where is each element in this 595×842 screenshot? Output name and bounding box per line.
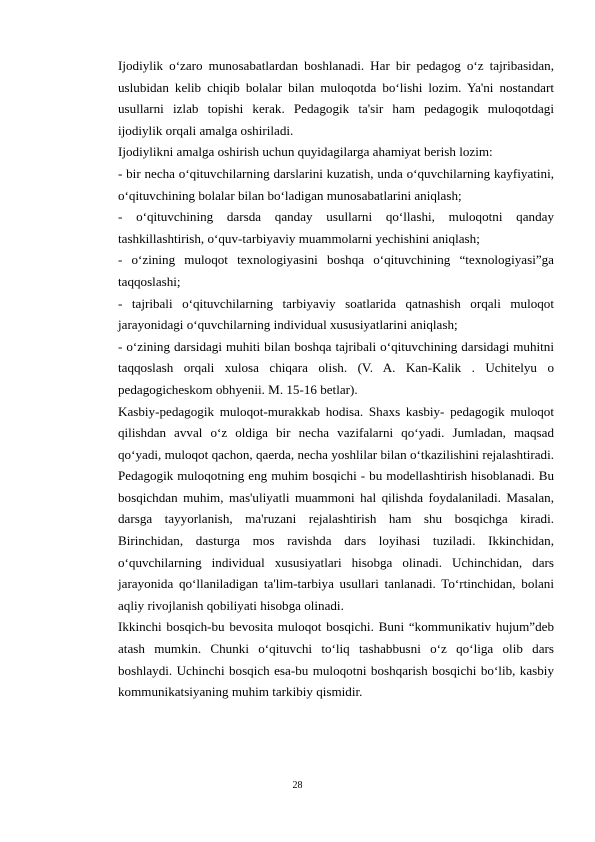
list-item-methods: - o‘qituvchining darsda qanday usullarni qo‘llashi, muloqotni qanday tashkillashtirish, o‘quv-tarbiyaviy muammolarni yechishini aniqlash; (118, 209, 554, 246)
paragraph-ijodiylik-intro: Ijodiylik o‘zaro munosabatlardan boshlanadi. Har bir pedagog o‘z tajribasidan, uslubidan kelib chiqib bolalar bilan muloqotda bo‘lishi lozim. Ya'ni nostandart usullarni izlab topishi kerak. Pedagogik ta'sir ham pedagogik muloqotdagi ijodiylik orqali amalga oshiriladi. (118, 58, 554, 138)
paragraph-ijodiylik-requirements: Ijodiylikni amalga oshirish uchun quyidagilarga ahamiyat berish lozim: (118, 144, 493, 160)
list-item-compare-environment: - o‘zining darsidagi muhiti bilan boshqa tajribali o‘qituvchining darsidagi muhitni taqqoslash orqali xulosa chiqara olish. (V. A. Kan-Kalik . Uchitelyu o pedagogicheskom obhyenii. M. 15-16 betlar). (118, 338, 554, 397)
list-item-attend-classes: - tajribali o‘qituvchilarning tarbiyaviy soatlarida qatnashish orqali muloqot jarayonidagi o‘quvchilarning individual xususiyatlarini aniqlash; (118, 295, 554, 333)
list-item-observe-lessons: - bir necha o‘qituvchilarning darslarini kuzatish, unda o‘quvchilarning kayfiyatini, o‘qituvchining bolalar bilan bo‘ladigan munosabatlarini aniqlash; (118, 165, 554, 203)
document-page (118, 55, 554, 703)
paragraph-kasbiy-pedagogik: Kasbiy-pedagogik muloqot-murakkab hodisa. Shaxs kasbiy- pedagogik muloqot qilishdan avval o‘z oldiga bir necha vazifalarni qo‘yadi. Jumladan, maqsad qo‘yadi, muloqot qachon, qaerda, necha yoshlilar bilan o‘tkazilishini rejalashtiradi. Pedagogik muloqotning eng muhim bosqichi - bu modellashtirish hisoblanadi. Bu bosqichdan muhim, mas'uliyatli muammoni hal qilishda foydalaniladi. Masalan, darsga tayyorlanish, ma'ruzani rejalashtirish ham shu bosqichga kiradi. Birinchidan, dasturga mos ravishda dars loyihasi tuziladi. Ikkinchidan, o‘quvchilarning individual xususiyatlari hisobga olinadi. Uchinchidan, dars jarayonida qo‘llaniladigan ta'lim-tarbiya usullari tanlanadi. To‘rtinchidan, bolani aqliy rivojlanish qobiliyati hisobga olinadi. (118, 403, 554, 613)
page-number: 28 (292, 780, 303, 791)
paragraph-ikkinchi-bosqich: Ikkinchi bosqich-bu bevosita muloqot bosqichi. Buni “kommunikativ hujum”deb atash mumkin. Chunki o‘qituvchi to‘liq tashabbusni o‘z qo‘liga olib dars boshlaydi. Uchinchi bosqich esa-bu muloqotni boshqarish bosqichi bo‘lib, kasbiy kommunikatsiyaning muhim tarkibiy qismidir. (118, 619, 554, 700)
list-item-compare-technology: - o‘zining muloqot texnologiyasini boshqa o‘qituvchining “texnologiyasi”ga taqqoslashi; (118, 252, 554, 289)
